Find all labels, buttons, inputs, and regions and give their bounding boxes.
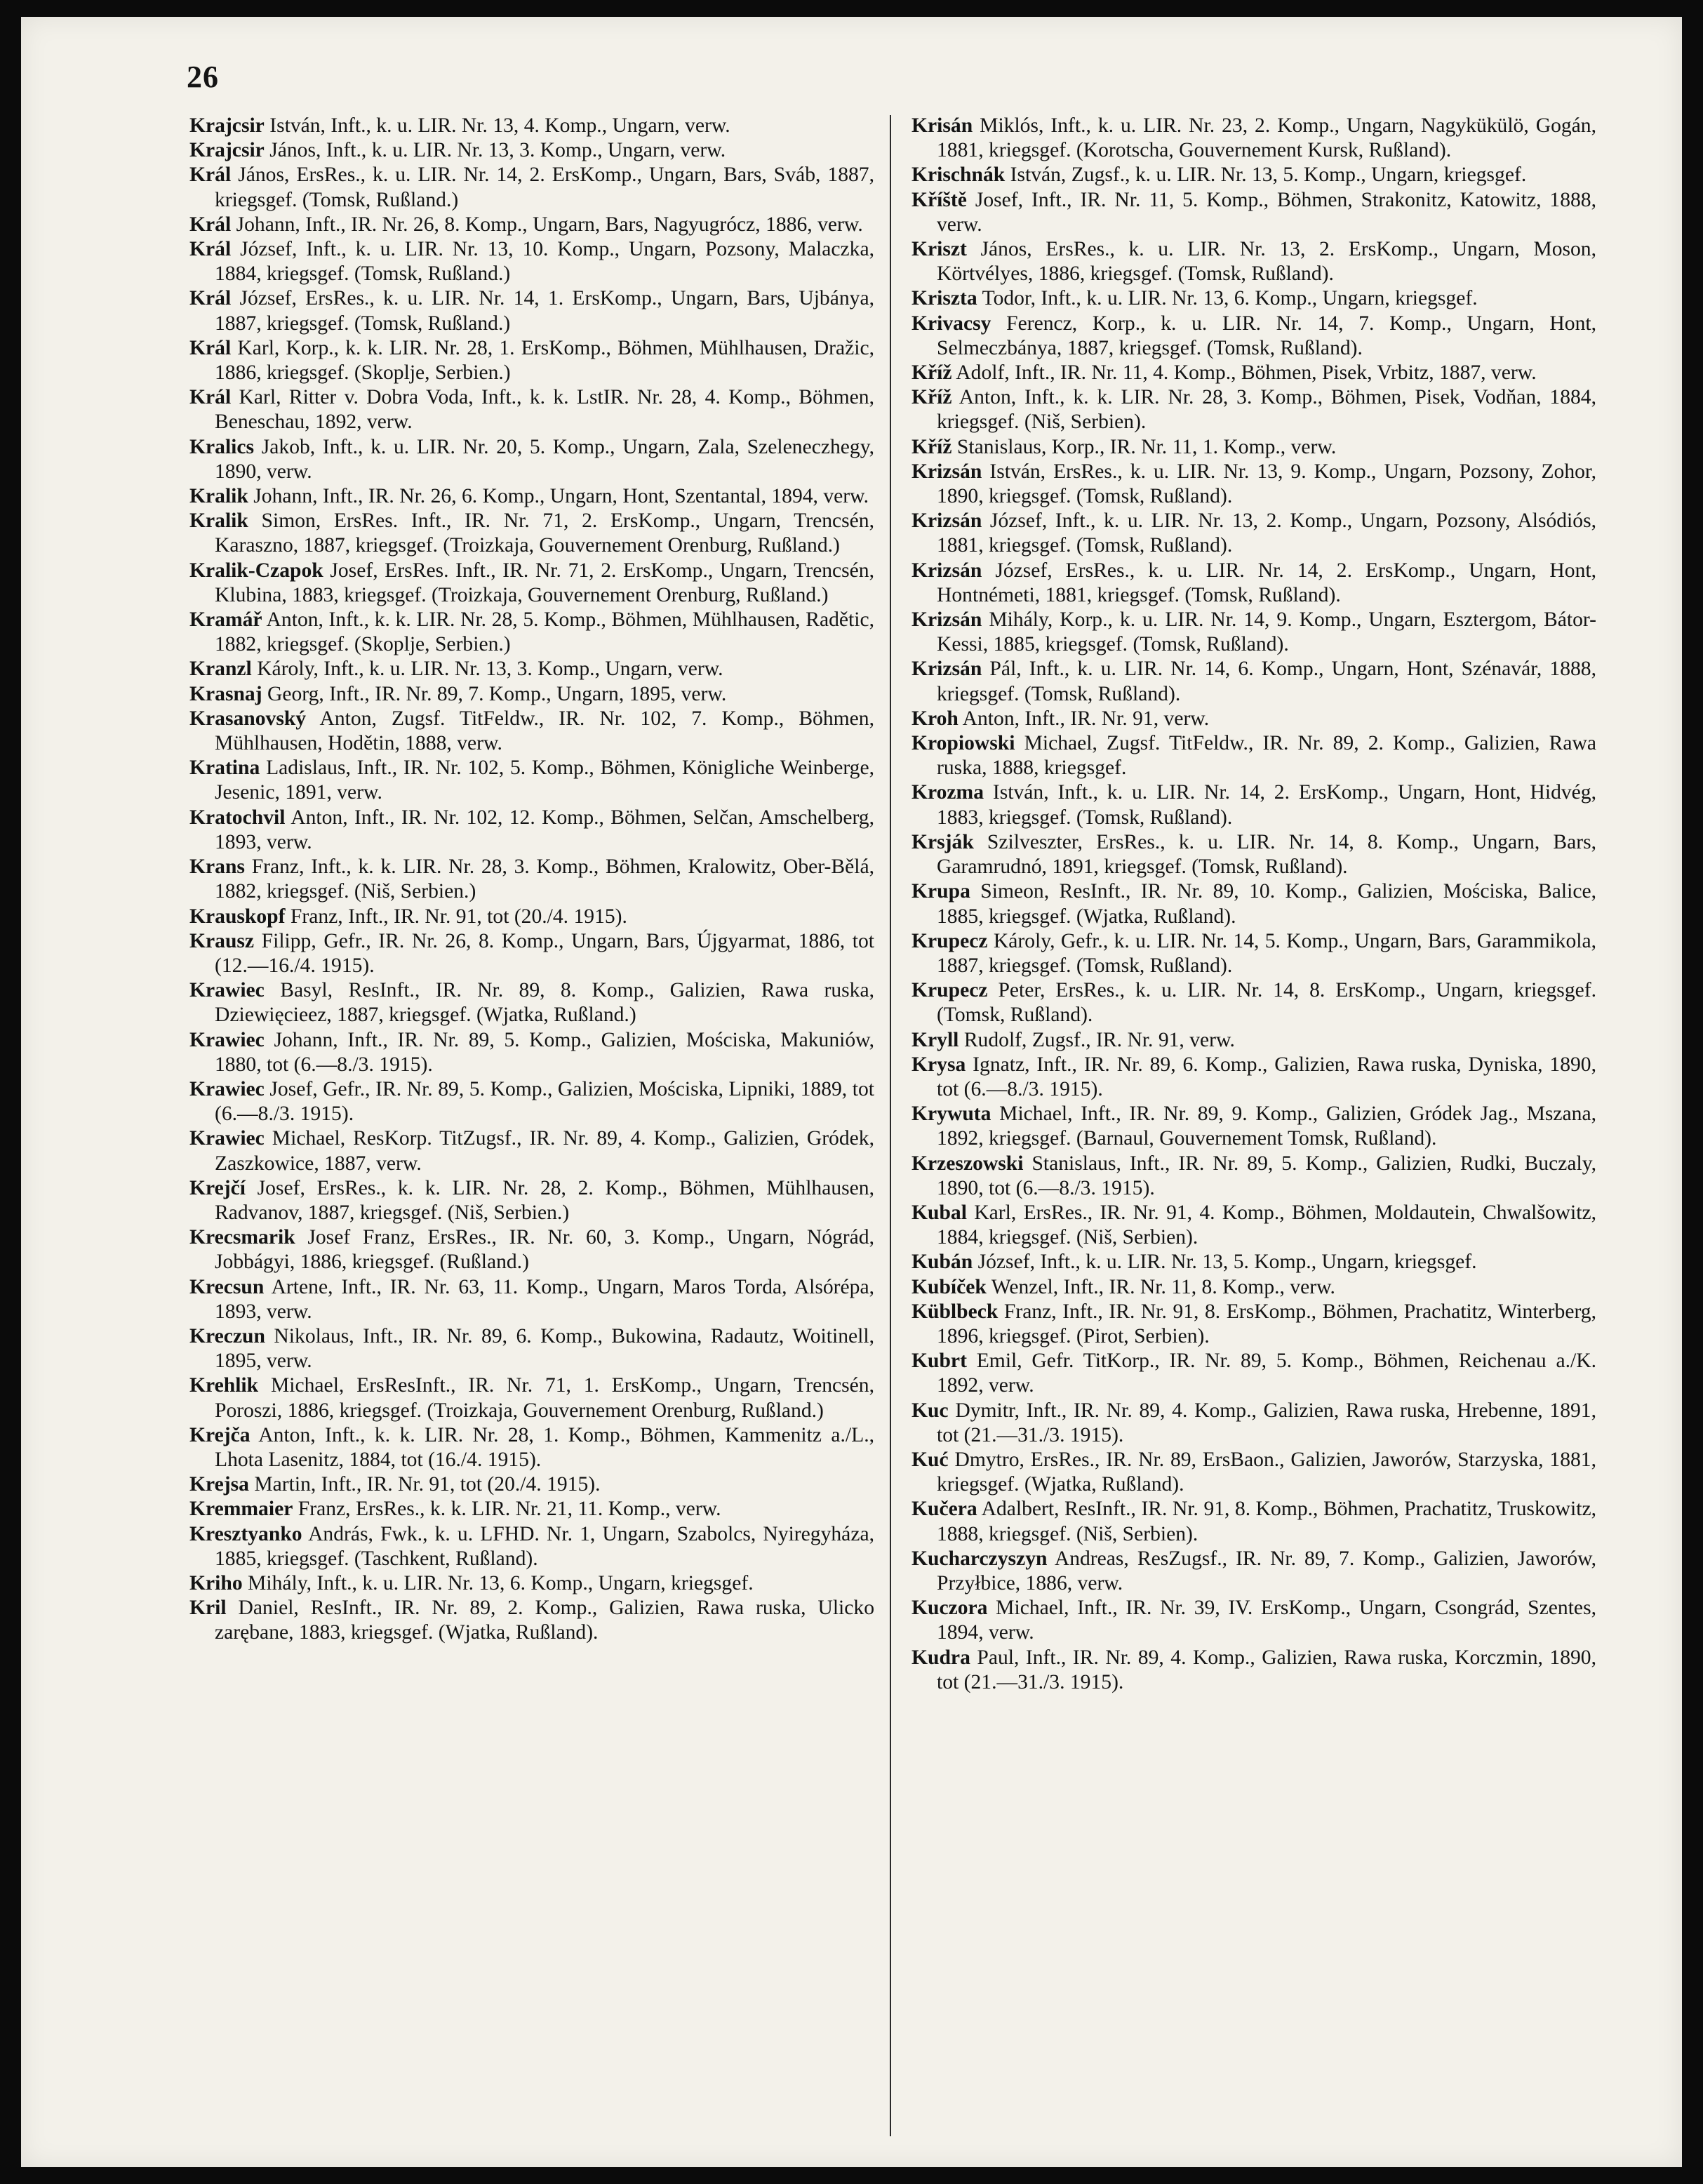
entry-surname: Kryll [911,1028,959,1051]
entry-details: Károly, Gefr., k. u. LIR. Nr. 14, 5. Komp., Ungarn, Bars, Garammikola, 1887, kriegsgef. (Tomsk, Rußland). [937,929,1596,977]
register-entry [189,1275,874,1324]
register-entry [911,237,1596,286]
register-entry [189,978,874,1027]
entry-details: Georg, Inft., IR. Nr. 89, 7. Komp., Ungarn, 1895, verw. [267,682,727,705]
entry-details: Anton, Inft., k. k. LIR. Nr. 28, 1. Komp., Böhmen, Kammenitz a./L., Lhota Lasenitz, 1884, tot (16./4. 1915). [215,1423,874,1471]
entry-surname: Krupecz [911,929,988,952]
entry-details: Karl, ErsRes., IR. Nr. 91, 4. Komp., Böhmen, Moldautein, Chwalšowitz, 1884, kriegsgef. (Niš, Serbien). [937,1201,1596,1249]
register-entry [189,682,874,707]
entry-details: Simon, ErsRes. Inft., IR. Nr. 71, 2. ErsKomp., Ungarn, Trencsén, Karaszno, 1887, kriegsgef. (Troizkaja, Gouvernement Orenburg, Rußland.) [215,510,874,557]
register-entry [911,1053,1596,1102]
entry-surname: Král [189,287,232,310]
register-entry [189,1126,874,1176]
register-entry [911,312,1596,361]
entry-surname: Krizsán [911,608,982,632]
entry-details: Filipp, Gefr., IR. Nr. 26, 8. Komp., Ungarn, Bars, Újgyarmat, 1886, tot (12.—16./4. 1915). [215,929,874,977]
entry-surname: Kubán [911,1251,973,1274]
entry-details: István, ErsRes., k. u. LIR. Nr. 13, 9. Komp., Ungarn, Pozsony, Zohor, 1890, kriegsgef. (Tomsk, Rußland). [937,460,1596,508]
entry-surname: Krawiec [189,1077,265,1100]
entry-details: János, ErsRes., k. u. LIR. Nr. 14, 2. ErsKomp., Ungarn, Bars, Sváb, 1887, kriegsgef. (Tomsk, Rußland.) [215,164,874,211]
entry-details: Stanislaus, Inft., IR. Nr. 89, 5. Komp., Galizien, Rudki, Buczaly, 1890, tot (6.—8./3. 1915). [937,1152,1596,1199]
register-entry [189,286,874,335]
entry-details: Paul, Inft., IR. Nr. 89, 4. Komp., Galizien, Rawa ruska, Korczmin, 1890, tot (21.—31./3. 1915). [937,1646,1596,1693]
entry-surname: Kříště [911,188,967,211]
entry-surname: Krischnák [911,164,1006,187]
entry-surname: Krysa [911,1053,966,1076]
entry-surname: Kril [189,1597,227,1620]
register-entry [911,1349,1596,1398]
entry-details: József, ErsRes., k. u. LIR. Nr. 14, 2. ErsKomp., Ungarn, Hont, Hontnémeti, 1881, kriegsgef. (Tomsk, Rußland). [937,559,1596,606]
register-entry [189,484,874,509]
entry-details: József, Inft., k. u. LIR. Nr. 13, 10. Komp., Ungarn, Pozsony, Malaczka, 1884, kriegsgef. (Tomsk, Rußland.) [215,238,875,286]
register-entry [189,905,874,929]
entry-details: Todor, Inft., k. u. LIR. Nr. 13, 6. Komp., Ungarn, kriegsgef. [982,287,1478,310]
entry-surname: Kralik [189,510,248,533]
register-entry [189,509,874,558]
entry-details: Dymitr, Inft., IR. Nr. 89, 4. Komp., Galizien, Rawa ruska, Hrebenne, 1891, tot (21.—31./3. 1915). [937,1399,1596,1446]
entry-surname: Krupa [911,880,970,903]
entry-surname: Krizsán [911,510,982,533]
register-entry [911,559,1596,608]
entry-details: Basyl, ResInft., IR. Nr. 89, 8. Komp., Galizien, Rawa ruska, Dziewięcieez, 1887, kriegsgef. (Wjatka, Rußland.) [215,979,874,1027]
entry-details: Nikolaus, Inft., IR. Nr. 89, 6. Komp., Bukowina, Radautz, Woitinell, 1895, verw. [215,1324,874,1373]
register-entry [911,361,1596,385]
entry-surname: Kudra [911,1646,970,1669]
register-entry [189,1472,874,1497]
entry-surname: Kuczora [911,1597,988,1620]
entry-details: Franz, ErsRes., k. k. LIR. Nr. 21, 11. Komp., verw. [298,1498,721,1521]
entry-surname: Krasanovský [189,707,307,730]
entry-surname: Küblbeck [911,1300,999,1323]
entry-surname: Krsják [911,830,974,853]
entry-details: Josef, Gefr., IR. Nr. 89, 5. Komp., Galizien, Mościska, Lipniki, 1889, tot (6.—8./3. 1915). [215,1077,875,1126]
right-column [911,114,1596,1695]
entry-surname: Kralik [189,485,248,508]
entry-details: Károly, Inft., k. u. LIR. Nr. 13, 3. Komp., Ungarn, verw. [257,658,723,681]
entry-surname: Kubal [911,1201,967,1224]
entry-surname: Kralik-Czapok [189,559,323,582]
register-entry [911,163,1596,187]
entry-details: Josef, ErsRes. Inft., IR. Nr. 71, 2. ErsKomp., Ungarn, Trencsén, Klubina, 1883, kriegsgef. (Troizkaja, Gouvernement Orenburg, Rußland.) [215,559,874,606]
register-entry [911,1152,1596,1201]
entry-details: Wenzel, Inft., IR. Nr. 11, 8. Komp., verw. [991,1275,1335,1298]
register-entry [911,657,1596,706]
entry-details: Franz, Inft., IR. Nr. 91, tot (20./4. 1915). [290,905,627,928]
entry-details: Michael, Zugsf. TitFeldw., IR. Nr. 89, 2. Komp., Galizien, Rawa ruska, 1888, kriegsgef. [937,732,1596,780]
page-number: 26 [187,60,219,94]
left-column [189,114,874,1646]
register-entry [189,237,874,286]
entry-details: Martin, Inft., IR. Nr. 91, tot (20./4. 1915). [254,1473,601,1496]
entry-surname: Kříž [911,435,952,458]
entry-details: Adalbert, ResInft., IR. Nr. 91, 8. Komp., Böhmen, Prachatitz, Truskowitz, 1888, kriegsgef. (Niš, Serbien). [937,1498,1597,1545]
register-entry [911,731,1596,780]
register-entry [911,1300,1596,1349]
entry-details: József, ErsRes., k. u. LIR. Nr. 14, 1. ErsKomp., Ungarn, Bars, Ujbánya, 1887, kriegsgef. (Tomsk, Rußland.) [215,287,874,335]
entry-details: Andreas, ResZugsf., IR. Nr. 89, 7. Komp., Galizien, Jaworów, Przyłbice, 1886, verw. [937,1547,1596,1594]
entry-details: Adolf, Inft., IR. Nr. 11, 4. Komp., Böhmen, Pisek, Vrbitz, 1887, verw. [956,361,1537,385]
entry-details: Anton, Inft., IR. Nr. 91, verw. [962,707,1210,730]
register-entry [189,1176,874,1225]
entry-surname: Krizsán [911,460,982,483]
entry-details: Franz, Inft., IR. Nr. 91, 8. ErsKomp., Böhmen, Prachatitz, Winterberg, 1896, kriegsgef. (Pirot, Serbien). [937,1300,1596,1347]
entry-surname: Kříž [911,386,952,409]
entry-surname: Krawiec [189,1127,265,1150]
entry-surname: Krizsán [911,559,982,582]
entry-surname: Kralics [189,435,255,458]
entry-surname: Kučera [911,1498,977,1521]
register-entry [911,385,1596,434]
entry-surname: Kroh [911,707,959,730]
register-entry [189,1497,874,1522]
entry-surname: Krejča [189,1423,251,1446]
entry-details: József, Inft., k. u. LIR. Nr. 13, 2. Komp., Ungarn, Pozsony, Alsódiós, 1881, kriegsgef. (Tomsk, Rußland). [937,510,1596,557]
entry-surname: Král [189,386,232,409]
register-entry [911,780,1596,830]
entry-details: Artene, Inft., IR. Nr. 63, 11. Komp., Ungarn, Maros Torda, Alsórépa, 1893, verw. [215,1275,875,1323]
register-entry [189,1028,874,1077]
register-entry [911,509,1596,558]
entry-surname: Krizsán [911,658,982,681]
entry-details: Daniel, ResInft., IR. Nr. 89, 2. Komp., Galizien, Rawa ruska, Ulicko zarębane, 1883, kriegsgef. (Wjatka, Rußland). [215,1597,875,1644]
register-entry [911,188,1596,237]
entry-surname: Krivacsy [911,312,991,335]
register-entry [189,1596,874,1645]
entry-details: János, ErsRes., k. u. LIR. Nr. 13, 2. ErsKomp., Ungarn, Moson, Körtvélyes, 1886, kriegsgef. (Tomsk, Rußland). [937,238,1596,286]
entry-details: István, Inft., k. u. LIR. Nr. 14, 2. ErsKomp., Ungarn, Hont, Hidvég, 1883, kriegsgef. (Tomsk, Rußland). [937,781,1596,829]
entry-details: Anton, Inft., IR. Nr. 102, 12. Komp., Böhmen, Selčan, Amschelberg, 1893, verw. [215,806,875,853]
entry-details: Miklós, Inft., k. u. LIR. Nr. 23, 2. Komp., Ungarn, Nagykükülö, Gogán, 1881, kriegsgef. (Korotscha, Gouvernement Kursk, Rußland). [937,114,1597,162]
register-entry [911,830,1596,879]
register-entry [911,1547,1596,1596]
entry-details: Stanislaus, Korp., IR. Nr. 11, 1. Komp., verw. [956,435,1337,458]
entry-surname: Kramář [189,608,262,632]
register-entry [189,336,874,385]
register-entry [911,1646,1596,1695]
entry-details: Mihály, Inft., k. u. LIR. Nr. 13, 6. Komp., Ungarn, kriegsgef. [248,1571,754,1594]
entry-details: Ferencz, Korp., k. u. LIR. Nr. 14, 7. Komp., Ungarn, Hont, Selmeczbánya, 1887, kriegsgef. (Tomsk, Rußland). [937,312,1597,359]
entry-details: Johann, Inft., IR. Nr. 89, 5. Komp., Galizien, Mościska, Makuniów, 1880, tot (6.—8./3. 1915). [215,1028,875,1076]
entry-details: Karl, Korp., k. k. LIR. Nr. 28, 1. ErsKomp., Böhmen, Mühlhausen, Dražic, 1886, kriegsgef. (Skoplje, Serbien.) [215,336,874,385]
entry-surname: Kriho [189,1571,243,1594]
entry-details: Michael, Inft., IR. Nr. 89, 9. Komp., Galizien, Gródek Jag., Mszana, 1892, kriegsgef. (Barnaul, Gouvernement Tomsk, Rußland). [937,1103,1596,1150]
register-entry [911,1028,1596,1053]
entry-details: András, Fwk., k. u. LFHD. Nr. 1, Ungarn, Szabolcs, Nyiregyháza, 1885, kriegsgef. (Taschkent, Rußland). [215,1522,874,1570]
entry-surname: Krzeszowski [911,1152,1024,1175]
entry-surname: Krausz [189,929,255,952]
entry-details: Anton, Inft., k. k. LIR. Nr. 28, 5. Komp., Böhmen, Mühlhausen, Radětic, 1882, kriegsgef. (Skoplje, Serbien.) [215,608,874,656]
entry-surname: Krehlik [189,1374,259,1397]
entry-details: Mihály, Korp., k. u. LIR. Nr. 14, 9. Komp., Ungarn, Esztergom, Bátor-Kessi, 1885, kriegsgef. (Tomsk, Rußland). [937,608,1596,656]
entry-details: Pál, Inft., k. u. LIR. Nr. 14, 6. Komp., Ungarn, Hont, Szénavár, 1888, kriegsgef. (Tomsk, Rußland). [937,658,1596,705]
register-entry [189,608,874,657]
entry-details: Josef Franz, ErsRes., IR. Nr. 60, 3. Komp., Ungarn, Nógrád, Jobbágyi, 1886, kriegsgef. (Rußland.) [215,1226,874,1274]
register-entry [911,1399,1596,1448]
entry-surname: Král [189,336,232,359]
entry-details: Szilveszter, ErsRes., k. u. LIR. Nr. 14, 8. Komp., Ungarn, Bars, Garamrudnó, 1891, kriegsgef. (Tomsk, Rußland). [937,830,1596,879]
register-entry [911,978,1596,1027]
entry-details: Anton, Zugsf. TitFeldw., IR. Nr. 102, 7. Komp., Böhmen, Mühlhausen, Hodětin, 1888, verw. [215,707,874,755]
entry-details: Josef, Inft., IR. Nr. 11, 5. Komp., Böhmen, Strakonitz, Katowitz, 1888, verw. [937,188,1597,236]
register-entry [911,435,1596,460]
entry-details: Peter, ErsRes., k. u. LIR. Nr. 14, 8. ErsKomp., Ungarn, kriegsgef. (Tomsk, Rußland). [937,979,1597,1027]
entry-details: István, Zugsf., k. u. LIR. Nr. 13, 5. Komp., Ungarn, kriegsgef. [1010,164,1527,187]
entry-surname: Krecsmarik [189,1226,295,1249]
entry-surname: Krajcsir [189,139,265,162]
entry-details: József, Inft., k. u. LIR. Nr. 13, 5. Komp., Ungarn, kriegsgef. [977,1251,1477,1274]
entry-details: Simeon, ResInft., IR. Nr. 89, 10. Komp., Galizien, Mościska, Balice, 1885, kriegsgef. (Wjatka, Rußland). [937,880,1596,928]
entry-surname: Krawiec [189,979,265,1002]
register-entry [911,929,1596,978]
entry-surname: Krejsa [189,1473,249,1496]
entry-details: Karl, Ritter v. Dobra Voda, Inft., k. k. LstIR. Nr. 28, 4. Komp., Böhmen, Beneschau, 1892, verw. [215,386,874,434]
entry-surname: Kříž [911,361,952,385]
entry-surname: Kucharczyszyn [911,1547,1048,1570]
entry-details: Johann, Inft., IR. Nr. 26, 6. Komp., Ungarn, Hont, Szentantal, 1894, verw. [253,485,869,508]
entry-surname: Krozma [911,781,984,804]
entry-surname: Krasnaj [189,682,262,705]
register-entry [189,1324,874,1373]
register-entry [911,608,1596,657]
entry-details: Michael, ResKorp. TitZugsf., IR. Nr. 89, 4. Komp., Galizien, Gródek, Zaszkowice, 1887, verw. [215,1127,874,1175]
entry-surname: Kratochvil [189,806,286,829]
register-entry [911,1250,1596,1274]
entry-surname: Krawiec [189,1028,265,1051]
entry-surname: Král [189,213,232,236]
register-entry [189,855,874,904]
entry-surname: Kranzl [189,658,252,681]
register-entry [189,1225,874,1274]
entry-details: Ladislaus, Inft., IR. Nr. 102, 5. Komp., Böhmen, Königliche Weinberge, Jesenic, 1891, verw. [215,757,874,804]
register-entry [189,213,874,237]
register-entry [189,114,874,138]
register-entry [189,1077,874,1126]
entry-surname: Kropiowski [911,732,1015,755]
entry-surname: Krauskopf [189,905,286,928]
register-entry [189,435,874,484]
register-entry [189,657,874,681]
entry-surname: Král [189,164,232,187]
entry-surname: Kresztyanko [189,1522,302,1545]
entry-details: Jakob, Inft., k. u. LIR. Nr. 20, 5. Komp., Ungarn, Zala, Szeleneczhegy, 1890, verw. [215,435,874,483]
entry-details: Michael, ErsResInft., IR. Nr. 71, 1. ErsKomp., Ungarn, Trencsén, Poroszi, 1886, kriegsgef. (Troizkaja, Gouvernement Orenburg, Rußland.) [215,1374,875,1422]
entry-details: János, Inft., k. u. LIR. Nr. 13, 3. Komp., Ungarn, verw. [269,139,726,162]
entry-surname: Kremmaier [189,1498,293,1521]
entry-surname: Kratina [189,757,260,780]
register-entry [911,1596,1596,1645]
entry-surname: Kuć [911,1448,949,1471]
register-entry [911,1497,1596,1546]
entry-details: Josef, ErsRes., k. k. LIR. Nr. 28, 2. Komp., Böhmen, Mühlhausen, Radvanov, 1887, kriegsgef. (Niš, Serbien.) [215,1176,874,1224]
entry-surname: Kriszt [911,238,967,261]
register-entry [189,1522,874,1571]
register-entry [189,1571,874,1596]
register-entry [189,756,874,805]
scanned-page [21,17,1682,2167]
register-entry [189,163,874,212]
register-entry [189,559,874,608]
register-entry [911,1448,1596,1497]
register-entry [911,114,1596,163]
entry-surname: Krejčí [189,1176,246,1199]
register-entry [189,385,874,434]
entry-surname: Kubrt [911,1350,967,1373]
register-entry [911,1275,1596,1300]
entry-surname: Kuc [911,1399,949,1422]
entry-details: István, Inft., k. u. LIR. Nr. 13, 4. Komp., Ungarn, verw. [269,114,730,137]
entry-details: Rudolf, Zugsf., IR. Nr. 91, verw. [963,1028,1235,1051]
entry-surname: Král [189,238,232,261]
register-entry [911,879,1596,928]
entry-surname: Kriszta [911,287,977,310]
entry-surname: Krans [189,855,245,879]
register-entry [911,1102,1596,1151]
entry-details: Emil, Gefr. TitKorp., IR. Nr. 89, 5. Komp., Böhmen, Reichenau a./K. 1892, verw. [937,1350,1596,1397]
register-entry [911,1201,1596,1250]
entry-details: Ignatz, Inft., IR. Nr. 89, 6. Komp., Galizien, Rawa ruska, Dyniska, 1890, tot (6.—8./3. 1915). [937,1053,1596,1100]
entry-details: Anton, Inft., k. k. LIR. Nr. 28, 3. Komp., Böhmen, Pisek, Vodňan, 1884, kriegsgef. (Niš, Serbien). [937,386,1596,434]
entry-surname: Krecsun [189,1275,265,1298]
register-entry [911,707,1596,731]
entry-surname: Krupecz [911,979,988,1002]
register-entry [911,460,1596,509]
entry-surname: Kreczun [189,1324,265,1347]
entry-details: Johann, Inft., IR. Nr. 26, 8. Komp., Ungarn, Bars, Nagyugrócz, 1886, verw. [236,213,863,236]
entry-details: Franz, Inft., k. k. LIR. Nr. 28, 3. Komp., Böhmen, Kralowitz, Ober-Bělá, 1882, kriegsgef. (Niš, Serbien.) [215,855,874,903]
register-entry [189,806,874,855]
register-entry [189,1373,874,1423]
entry-surname: Kubíček [911,1275,987,1298]
entry-surname: Krywuta [911,1103,991,1126]
entry-surname: Krajcsir [189,114,265,137]
entry-surname: Krisán [911,114,973,137]
column-divider [890,115,891,2136]
register-entry [189,1423,874,1472]
register-entry [189,707,874,756]
register-entry [189,929,874,978]
entry-details: Michael, Inft., IR. Nr. 39, IV. ErsKomp., Ungarn, Csongrád, Szentes, 1894, verw. [937,1597,1596,1644]
register-entry [189,138,874,163]
register-entry [911,286,1596,311]
entry-details: Dmytro, ErsRes., IR. Nr. 89, ErsBaon., Galizien, Jaworów, Starzyska, 1881, kriegsgef. (Wjatka, Rußland). [937,1448,1596,1496]
